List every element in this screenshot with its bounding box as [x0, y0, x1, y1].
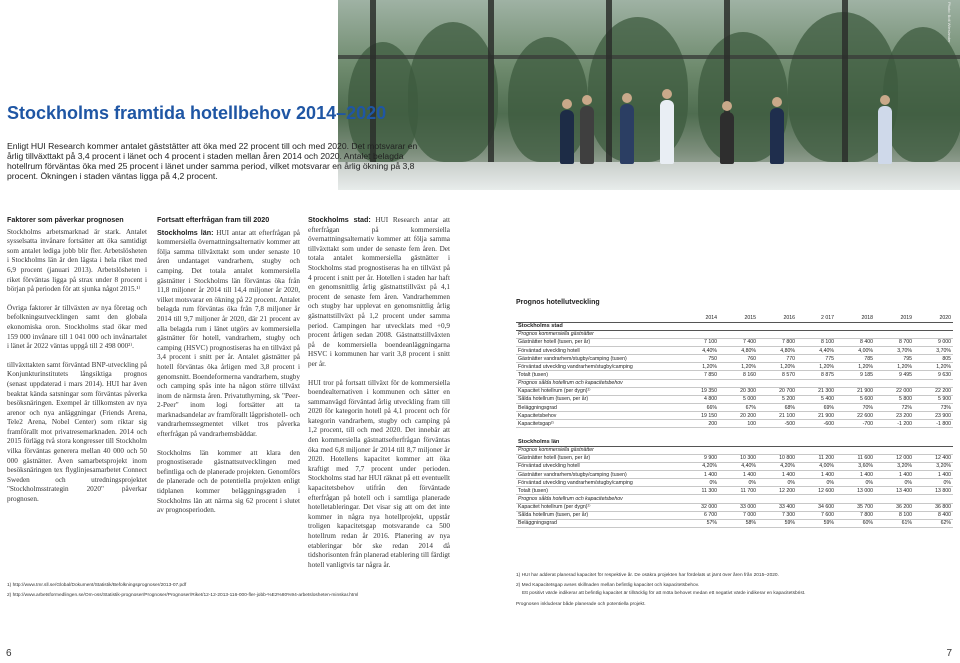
table-row: [516, 404, 953, 412]
table-section-row: [516, 438, 953, 446]
table-cell: 32 000: [680, 503, 719, 511]
table-cell: 5 200: [758, 395, 797, 403]
table-cell: [836, 379, 875, 387]
table-cell: 775: [797, 355, 836, 363]
table-row: [516, 487, 953, 495]
table-header-year: 2015: [719, 314, 758, 322]
table-row: [516, 371, 953, 379]
table-cell: 0%: [836, 479, 875, 487]
table-cell: 3,60%: [836, 462, 875, 470]
table-cell: 5 400: [797, 395, 836, 403]
table-row: [516, 519, 953, 527]
table-row: [516, 338, 953, 346]
table-cell: -500: [758, 420, 797, 428]
table-cell: 1 400: [836, 471, 875, 479]
table-cell: 20 300: [719, 387, 758, 395]
table-cell: [680, 495, 719, 503]
table-cell: 1 400: [680, 471, 719, 479]
table-row: [516, 462, 953, 470]
column-1-paragraph-3: tillväxttakten samt förväntad BNP-utveckling på Konjunkturinstitutets långsiktiga prognos (senast uppdaterad i mars 2014). HUI har även beaktat kända satsningar som förväntas påverka besöksnäringen. Exempel är tillkomsten av nya arenor och nya anläggningar (Friends Arena, Tele2 Arena, Nobel Center) som riktar sig framförallt mot privatresemarknaden. 2014 och 2015 förlägg två stora kongresser till Stockholm vilka förväntas generera mellan 40 000 och 50 000 gästnätter. Även samarbetsprojekt inom besöksnäringen tex flyglinjesamarbetet Connect Sweden och utredningsprojektet "Stockholmsstrategin 2020" påverkar prognosen.: [7, 360, 147, 504]
table-cell: 73%: [914, 404, 953, 412]
table-cell: 5 000: [719, 395, 758, 403]
table-cell: 21 100: [758, 412, 797, 420]
table-row-label: Kapacitetsgap²⁾: [516, 420, 680, 428]
table-cell: 12 000: [875, 454, 914, 462]
table-subheading-row: [516, 379, 953, 387]
column-3-paragraph-1: HUI Research antar att efterfrågan på kommersiella övernattningsalternativ kommer att följa samma tillväxttakt som under de senaste fem åren. Det totala antalet kommersiella gästnätter i Stockholms stad prognostiseras ha en tillväxt på 4 procent i snitt per år. Hotellen i staden har haft en genomsnittlig årlig gästnattstillväxt på 4,1 procent de senaste fem åren. Vandrarhemmen och stugby har upplevat en genomsnittlig årlig gästnattstillväxt på 1,2 procent under samma period. Campingen har utvecklats med +0,9 procent årligen sedan 2008. Gästnattstillväxten på de kommersiella boendeanläggningarna HSVC i kommunen har varit 3,8 procent i snitt per år.: [308, 216, 450, 368]
table-cell: 0%: [758, 479, 797, 487]
table-note-2: 2) Med Kapacitetsgap avses skillnaden mellan befintlig kapacitet och kapacitetsbehov.: [516, 583, 700, 588]
table-row-label: Kapacitetsbehov: [516, 412, 680, 420]
table-cell: 13 800: [914, 487, 953, 495]
table-cell: 4,40%: [680, 347, 719, 355]
table-row-label: Gästnätter vandrarhem/stugby/camping (tusen): [516, 471, 680, 479]
table-cell: 4,20%: [680, 462, 719, 470]
table-row-label: Gästnätter vandrarhem/stugby/camping (tusen): [516, 355, 680, 363]
table-cell: 7 300: [758, 511, 797, 519]
table-cell: 7 100: [680, 338, 719, 346]
table-row: [516, 503, 953, 511]
table-cell: 3,70%: [914, 347, 953, 355]
table-row-label: Totalt (tusen): [516, 487, 680, 495]
table-cell: [719, 495, 758, 503]
table-cell: 7 800: [758, 338, 797, 346]
table-cell: 72%: [875, 404, 914, 412]
table-row-label: Förväntad utveckling hotell: [516, 347, 680, 355]
table-row-label: Kapacitet hotellrum (per dygn)¹⁾: [516, 387, 680, 395]
table-header-blank: [516, 314, 680, 322]
table-cell: 0%: [719, 479, 758, 487]
table-cell: -1 200: [875, 420, 914, 428]
table-row: [516, 511, 953, 519]
table-cell: 58%: [719, 519, 758, 527]
table-cell: 8 160: [719, 371, 758, 379]
table-cell: 60%: [836, 519, 875, 527]
table-row: [516, 420, 953, 428]
table-cell: 760: [719, 355, 758, 363]
table-title: Prognos hotellutveckling: [516, 299, 600, 306]
table-row-label: Sålda hotellrum (tusen, per år): [516, 511, 680, 519]
table-row-label: Förväntad utveckling vandrarhem/stugby/camping: [516, 363, 680, 371]
forecast-table: [516, 314, 953, 528]
table-spacer-cell: [516, 428, 953, 438]
table-row: [516, 395, 953, 403]
table-cell: 8 100: [875, 511, 914, 519]
table-cell: 4,80%: [758, 347, 797, 355]
table-cell: 9 630: [914, 371, 953, 379]
table-subheading-row: [516, 495, 953, 503]
table-spacer: [516, 428, 953, 438]
table-section-title: Stockholms län: [516, 438, 953, 446]
table-cell: 8 700: [875, 338, 914, 346]
table-cell: 0%: [875, 479, 914, 487]
table-cell: 67%: [719, 404, 758, 412]
table-cell: 8 100: [797, 338, 836, 346]
table-cell: 21 900: [797, 412, 836, 420]
table-header-year: 2019: [875, 314, 914, 322]
table-cell: 1,20%: [719, 363, 758, 371]
table-cell: 5 800: [875, 395, 914, 403]
table-cell: 0%: [914, 479, 953, 487]
table-cell: [875, 495, 914, 503]
table-note-1: 1) HUI har adderat planerad kapacitet för respektive år. De osäkra projekten har fördelats ut jämt över åren från 2015–2020.: [516, 573, 779, 578]
table-cell: 33 400: [758, 503, 797, 511]
table-cell: -1 800: [914, 420, 953, 428]
header-photo: [338, 0, 960, 190]
table-cell: 11 700: [719, 487, 758, 495]
table-row-label: Prognos sålda hotellrum och kapacitetsbehov: [516, 379, 680, 387]
table-cell: 5 600: [836, 395, 875, 403]
table-cell: 36 200: [875, 503, 914, 511]
table-subheading-row: [516, 446, 953, 454]
table-row: [516, 471, 953, 479]
table-cell: 9 900: [680, 454, 719, 462]
table-row-label: Förväntad utveckling vandrarhem/stugby/camping: [516, 479, 680, 487]
table-cell: 7 600: [797, 511, 836, 519]
column-1-paragraph-2: Övriga faktorer är tillväxten av nya företag och befolkningsutvecklingen samt den globala ekonomiska oron. Stockholms stad ökar med 159 000 invånare till 1 041 000 och invånartalet i länet år 2022 väntas uppgå till 2 498 000²⁾.: [7, 303, 147, 351]
table-cell: 22 200: [914, 387, 953, 395]
table-cell: 0%: [680, 479, 719, 487]
table-cell: 20 200: [719, 412, 758, 420]
table-cell: 100: [719, 420, 758, 428]
table-section-title: Stockholms stad: [516, 322, 953, 330]
table-header-year: 2 017: [797, 314, 836, 322]
table-row: [516, 454, 953, 462]
table-cell: 12 400: [914, 454, 953, 462]
table-cell: 8 875: [797, 371, 836, 379]
table-cell: [836, 330, 875, 338]
table-row-label: Kapacitet hotellrum (per dygn)¹⁾: [516, 503, 680, 511]
table-row: [516, 363, 953, 371]
page-title: Stockholms framtida hotellbehov 2014–2020: [7, 103, 387, 123]
table-section-row: [516, 322, 953, 330]
table-cell: 11 600: [836, 454, 875, 462]
column-2-heading: Fortsatt efterfrågan fram till 2020: [157, 215, 270, 224]
table-cell: 9 185: [836, 371, 875, 379]
table-row-label: Gästnätter hotell (tusen, per år): [516, 454, 680, 462]
table-row: [516, 347, 953, 355]
table-row-label: Sålda hotellrum (tusen, per år): [516, 395, 680, 403]
table-cell: 5 900: [914, 395, 953, 403]
table-cell: 23 200: [875, 412, 914, 420]
table-cell: 8 400: [914, 511, 953, 519]
table-cell: 4,20%: [758, 462, 797, 470]
column-1-heading: Faktorer som påverkar prognosen: [7, 215, 124, 224]
footnote-1: 1) http://www.tmr.sll.se/Global/Dokument/Statistik/Befolkningsprognoser/2013-07.pdf: [7, 583, 187, 588]
table-cell: [758, 330, 797, 338]
table-row: [516, 387, 953, 395]
table-header-year: 2018: [836, 314, 875, 322]
column-3-lead: Stockholms stad:: [308, 215, 371, 224]
table-cell: [875, 379, 914, 387]
table-cell: 1,20%: [836, 363, 875, 371]
table-cell: 8 400: [836, 338, 875, 346]
table-cell: [914, 379, 953, 387]
table-row: [516, 479, 953, 487]
table-cell: 1,20%: [758, 363, 797, 371]
footnotes: [7, 581, 358, 601]
table-cell: 70%: [836, 404, 875, 412]
table-cell: 11 300: [680, 487, 719, 495]
table-cell: 36 800: [914, 503, 953, 511]
page-number-right: 7: [946, 648, 952, 659]
table-cell: [719, 379, 758, 387]
table-cell: 1 400: [719, 471, 758, 479]
table-cell: 750: [680, 355, 719, 363]
table-cell: 13 000: [836, 487, 875, 495]
table-cell: 1,20%: [680, 363, 719, 371]
table-cell: 7 400: [719, 338, 758, 346]
table-cell: 4,40%: [797, 347, 836, 355]
table-cell: -600: [797, 420, 836, 428]
table-cell: 4,00%: [836, 347, 875, 355]
table-cell: 10 300: [719, 454, 758, 462]
table-note-3: Ett positivt värde indikerar att befintlig kapacitet är tillräcklig för att möta behovet medan ett negativt värde indikerar en kapacitetsbrist.: [522, 591, 806, 596]
table-cell: 7 800: [836, 511, 875, 519]
table-cell: 12 200: [758, 487, 797, 495]
table-cell: [914, 495, 953, 503]
table-cell: 1 400: [914, 471, 953, 479]
table-row-label: Prognos sålda hotellrum och kapacitetsbehov: [516, 495, 680, 503]
table-cell: 21 900: [836, 387, 875, 395]
table-header-row: [516, 314, 953, 322]
table-row: [516, 412, 953, 420]
table-cell: 3,20%: [914, 462, 953, 470]
table-cell: 11 200: [797, 454, 836, 462]
table-cell: [875, 330, 914, 338]
table-cell: 4 800: [680, 395, 719, 403]
table-cell: 35 700: [836, 503, 875, 511]
table-row-label: Beläggningsgrad: [516, 519, 680, 527]
table-cell: [914, 330, 953, 338]
table-cell: 69%: [797, 404, 836, 412]
table-header-year: 2016: [758, 314, 797, 322]
table-cell: 770: [758, 355, 797, 363]
table-cell: [758, 495, 797, 503]
table-cell: 3,70%: [875, 347, 914, 355]
table-row-label: Förväntad utveckling hotell: [516, 462, 680, 470]
table-cell: [875, 446, 914, 454]
table-cell: [680, 446, 719, 454]
column-3: [308, 215, 450, 579]
table-cell: [758, 446, 797, 454]
table-row: [516, 355, 953, 363]
table-cell: 22 600: [836, 412, 875, 420]
table-cell: 21 300: [797, 387, 836, 395]
table-cell: [797, 330, 836, 338]
table-cell: 7 850: [680, 371, 719, 379]
table-cell: 6 700: [680, 511, 719, 519]
table-note-4: Prognosen inkluderar både planerade och potentiella projekt.: [516, 602, 646, 607]
table-cell: 9 000: [914, 338, 953, 346]
table-cell: 1 400: [875, 471, 914, 479]
table-cell: 20 700: [758, 387, 797, 395]
column-1: [7, 215, 147, 514]
table-cell: 200: [680, 420, 719, 428]
table-cell: 4,40%: [719, 462, 758, 470]
table-cell: 1,20%: [797, 363, 836, 371]
table-cell: 795: [875, 355, 914, 363]
table-cell: [797, 446, 836, 454]
table-cell: [914, 446, 953, 454]
table-header-year: 2020: [914, 314, 953, 322]
table-cell: 4,00%: [797, 462, 836, 470]
table-cell: 7 000: [719, 511, 758, 519]
table-row-label: Beläggningsgrad: [516, 404, 680, 412]
table-cell: 1,20%: [875, 363, 914, 371]
table-cell: 59%: [797, 519, 836, 527]
table-cell: 0%: [797, 479, 836, 487]
table-cell: 19 150: [680, 412, 719, 420]
column-2-paragraph-2: Stockholms län kommer att klara den prognostiserade gästnattsutvecklingen med befintliga och de planerade projekten. Genomförs de planerade och de potentiella projekten enligt tidplanen kommer beläggningsgraden i Stockholms län att närma sig 62 procent i slutet av prognosperioden.: [157, 448, 300, 515]
intro-paragraph: Enligt HUI Research kommer antalet gäststätter att öka med 22 procent till och med 2020. Det motsvarar en årlig tillväxttakt på 3,4 procent i länet och 4 procent i staden mellan åren 2014 och 2020. Antalet belagda hotellrum förväntas öka med 25 procent i länet under samma period, vilket motsvarar en årlig ökning på 3,8 procent. Ökningen i staden väntas ligga på 4,2 procent.: [7, 141, 418, 181]
table-cell: [719, 446, 758, 454]
table-cell: 1 400: [758, 471, 797, 479]
table-row-label: Gästnätter hotell (tusen, per år): [516, 338, 680, 346]
table-row-label: Prognos kommersiella gästnätter: [516, 330, 680, 338]
table-cell: 66%: [680, 404, 719, 412]
column-2: [157, 215, 300, 525]
table-cell: 61%: [875, 519, 914, 527]
table-cell: 8 570: [758, 371, 797, 379]
column-2-paragraph-1: HUI antar att efterfrågan på kommersiella övernattningsalternativ kommer att följa samma tillväxttakt som under senaste 10 åren undantaget vandrarhem, stugby och camping. Det totala antalet kommersiella gästnätter i Stockholms län förväntas öka från 11,8 miljoner år 2014 till 14,4 miljoner år 2020, vilket motsvarar en ökning på 22 procent. Antalet belagda rum förväntas öka från 7,8 miljoner år 2014 till 9,7 miljoner år 2020, där 21 procent av alla belagda rum i länet utgörs av kommersiella gästnätter för hotell, vandrarhem, stugby och camping (HSVC) prognostiseras ha en tillväxt på 3,4 procent i snitt per år. Antalet gästnätter på hotell förväntas öka årligen med 3,8 procent i genomsnitt. Boendeformerna vandrarhem, stugby och camping spås inte ha någon större tillväxt inom de närmsta åren. Privatuthyrning, sk "Peer-2-Peer" inom logi fortsätter att ta marknadsandelar av framförallt lågprishotell- och vandrarhemssegmentet vilket tros påverka efterfrågan på vandrarhemsbäddar.: [157, 228, 301, 439]
column-2-lead: Stockholms län:: [157, 227, 214, 237]
table-cell: [797, 495, 836, 503]
table-cell: [836, 495, 875, 503]
table-cell: 68%: [758, 404, 797, 412]
table-cell: [758, 379, 797, 387]
table-cell: 1,20%: [914, 363, 953, 371]
page-number-left: 6: [6, 648, 12, 659]
table-cell: 22 000: [875, 387, 914, 395]
photo-credit: Photo: Bolt Wieslander: [947, 2, 952, 43]
footnote-2: 2) http://www.arbetsformedlingen.se/Om-oss/Statistik-prognoser/Prognoser/Prognoser/Riket/12-12-2013-116-000-fler-jobb-%E2%80%94-arbetslosheten-minskar.html: [7, 593, 359, 598]
table-cell: [719, 330, 758, 338]
table-cell: 59%: [758, 519, 797, 527]
table-cell: 57%: [680, 519, 719, 527]
table-cell: [680, 379, 719, 387]
table-subheading-row: [516, 330, 953, 338]
table-header-year: 2014: [680, 314, 719, 322]
table-cell: 13 400: [875, 487, 914, 495]
table-cell: 23 900: [914, 412, 953, 420]
table-cell: 19 350: [680, 387, 719, 395]
table-cell: 9 495: [875, 371, 914, 379]
table-row-label: Prognos kommersiella gästnätter: [516, 446, 680, 454]
table-cell: 4,80%: [719, 347, 758, 355]
table-cell: 12 600: [797, 487, 836, 495]
table-cell: 3,20%: [875, 462, 914, 470]
table-cell: 1 400: [797, 471, 836, 479]
table-notes: [516, 572, 956, 611]
table-cell: 62%: [914, 519, 953, 527]
table-cell: [797, 379, 836, 387]
table-cell: 785: [836, 355, 875, 363]
table-cell: 33 000: [719, 503, 758, 511]
column-3-paragraph-2: HUI tror på fortsatt tillväxt för de kommersiella boendealternativen i kommunen och sätter en sammanvägd förväntad årlig utveckling fram till 2020 för kategorin hotell på 4,1 procent och för kategorin vandrarhem, stugby och camping på 1,2 procent, till och med 2020. Det innebär att den kommersiella gästnattsefterfrågan förväntas öka med 6,8 miljoner år 2014 till 8,7 miljoner år 2020. Hotellens kapacitet kommer att öka kraftigt med 7,7 procent under perioden. Stockholms stad har HUI räknat på ett eventuellt kapacitetsbehov utifrån den förväntade efterfrågan på hotell och i samtliga planerade hotelletableringar. Det visar sig att om det inte kommer in några nya hotellprojekt, uppstår troligen kapacitetsgap motsvarande ca 500 hotellrum redan år 2016. Planering av nya etableringar bör ske redan 2014 då tidshorisonten från planerad etablering till färdigt hotell vanligtvis tar några år.: [308, 378, 450, 569]
table-cell: 10 800: [758, 454, 797, 462]
column-1-paragraph-1: Stockholms arbetsmarknad är stark. Antalet sysselsatta invånare fortsätter att öka samtidigt som antalet lediga jobb blir fler. Arbetslösheten i Stockholms län är den lägsta i hela riket med 6,9 procent (januari 2013). Arbetslösheten i riket förväntas ligga på strax under 8 procent i början på perioden för att sjunka något 2015.¹⁾: [7, 227, 147, 294]
table-cell: 805: [914, 355, 953, 363]
table-cell: -700: [836, 420, 875, 428]
table-cell: [836, 446, 875, 454]
table-cell: [680, 330, 719, 338]
table-cell: 34 600: [797, 503, 836, 511]
table-row-label: Totalt (tusen): [516, 371, 680, 379]
